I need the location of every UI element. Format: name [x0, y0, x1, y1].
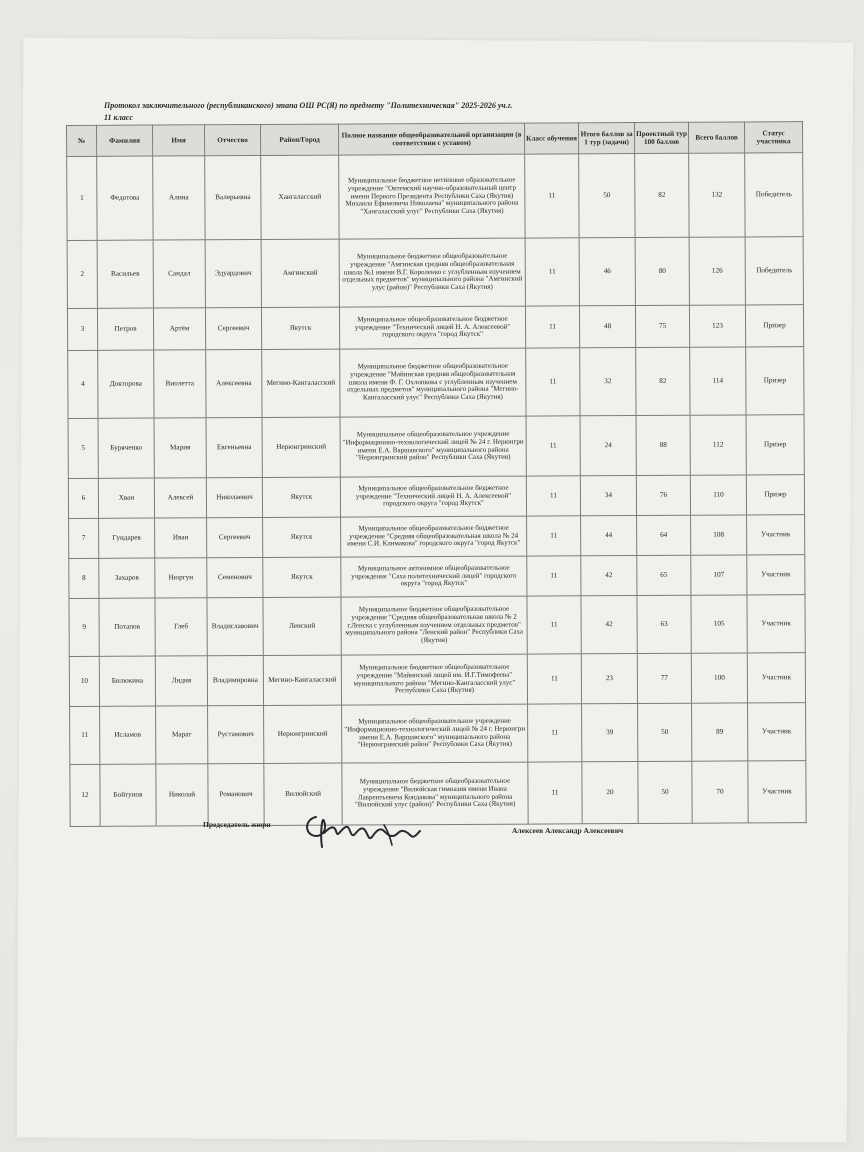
cell-status: Призер [745, 305, 803, 347]
cell-surname: Бойтунов [100, 764, 156, 826]
cell-name: Алина [153, 156, 205, 240]
cell-num: 9 [69, 598, 99, 656]
cell-name: Мария [154, 418, 206, 478]
cell-grade: 11 [527, 516, 581, 556]
cell-project: 50 [638, 761, 692, 823]
cell-org: Муниципальное бюджетное общеобразовательное учреждение "Амгинская средняя общеобразовательная школа №1 имени В.Г. Короленко с углубленным изучением отдельных предметов" муниципального района "Амгинский улус (район)" Республики Саха (Якутия) [339, 238, 525, 307]
cell-org: Муниципальное бюджетное общеобразовательное учреждение "Майинский лицей им. И.Г.Тимофеева" муниципального района "Мегино-Кангаласский улус" Республики Саха (Якутия) [341, 654, 527, 705]
cell-patronymic: Сергеевич [207, 517, 263, 557]
cell-org: Муниципальное общеобразовательное бюджетное учреждение "Технический лицей Н. А. Алексеевой" городского округа "город Якутск" [339, 306, 525, 349]
grade-label: 11 класс [104, 113, 133, 122]
cell-surname: Федотова [97, 156, 153, 240]
cell-surname: Исламов [100, 706, 156, 764]
cell-grade: 11 [525, 154, 579, 238]
cell-num: 12 [70, 764, 100, 826]
header-project: Проектный тур 100 баллов [634, 122, 688, 153]
cell-tour1: 42 [581, 556, 637, 596]
cell-num: 4 [68, 350, 98, 418]
cell-total: 108 [691, 515, 747, 555]
table-row [70, 761, 806, 827]
cell-org: Муниципальное бюджетное общеобразовательное учреждение "Средняя общеобразовательная школа № 2 г.Ленска с углубленным изучением отдельных предметов" муниципального района "Ленский район" Республики Саха (Якутия) [341, 596, 527, 655]
cell-patronymic: Евгеньевна [206, 417, 262, 477]
cell-org: Муниципальное автономное общеобразовательное учреждение "Саха политехнический лицей" городского округа "город Якутск" [341, 556, 527, 597]
results-table [66, 121, 807, 827]
cell-name: Марат [156, 706, 208, 764]
cell-project: 80 [635, 237, 689, 305]
cell-project: 88 [636, 415, 690, 475]
cell-project: 82 [636, 347, 690, 415]
cell-tour1: 20 [582, 762, 638, 824]
cell-org: Муниципальное бюджетное общеобразовательное учреждение "Вилюйская гимназия имени Ивана Лаврентьевича Кондакова" муниципального района "Вилюйский улус (район)" Республики Саха (Якутия) [342, 762, 528, 825]
cell-patronymic: Рустамович [208, 705, 264, 763]
cell-tour1: 23 [581, 654, 637, 704]
cell-name: Лидия [155, 656, 207, 706]
cell-status: Участник [747, 515, 805, 555]
cell-project: 75 [635, 305, 689, 347]
jury-chair-name: Алексеев Александр Алексеевич [512, 826, 624, 835]
cell-name: Виолетта [154, 350, 206, 418]
cell-num: 1 [67, 156, 97, 240]
cell-tour1: 24 [580, 416, 636, 476]
header-surname: Фамилия [97, 125, 153, 156]
cell-total: 110 [690, 475, 746, 515]
cell-grade: 11 [528, 704, 582, 762]
cell-name: Глеб [155, 598, 207, 656]
cell-grade: 11 [525, 306, 579, 348]
cell-total: 132 [689, 153, 745, 237]
cell-district: Якутск [261, 307, 339, 349]
cell-patronymic: Владиславович [207, 597, 263, 655]
cell-district: Якутск [263, 517, 341, 557]
cell-tour1: 42 [581, 596, 637, 654]
cell-org: Муниципальное бюджетное нетиповое образовательное учреждение "Октемский научно-образовательный центр имени Первого Президента Республики Саха (Якутия) Михаила Ефимовича Николаева" муниципального района "Хангаласский улус" Республики Саха (Якутия) [339, 154, 525, 239]
cell-surname: Васильев [97, 240, 153, 308]
cell-patronymic: Сергеевич [205, 307, 261, 349]
cell-district: Нерюнгринский [262, 417, 340, 477]
cell-grade: 11 [527, 556, 581, 596]
cell-district: Хангаласский [261, 155, 339, 239]
cell-district: Нерюнгринский [264, 705, 342, 763]
cell-project: 50 [638, 703, 692, 761]
cell-district: Якутск [262, 477, 340, 517]
cell-grade: 11 [527, 654, 581, 704]
cell-project: 77 [637, 653, 691, 703]
cell-num: 2 [67, 240, 97, 308]
cell-tour1: 50 [579, 154, 635, 238]
table-row [67, 237, 803, 309]
cell-status: Призер [746, 347, 804, 415]
header-org: Полное название общеобразовательной организации (в соответствии с уставом) [338, 123, 524, 155]
cell-num: 7 [69, 518, 99, 558]
cell-grade: 11 [526, 348, 580, 416]
cell-district: Мегино-Кангаласский [263, 655, 341, 705]
cell-tour1: 48 [579, 306, 635, 348]
header-name: Имя [153, 125, 205, 156]
document-title: Протокол заключительного (республиканского) этапа ОШ РС(Я) по предмету "Политехническая" 2025-2026 уч.г. [104, 101, 513, 110]
cell-name: Артём [153, 308, 205, 350]
cell-patronymic: Владимировна [207, 655, 263, 705]
cell-total: 123 [689, 305, 745, 347]
cell-surname: Потапов [99, 598, 155, 656]
cell-status: Призер [746, 415, 804, 475]
cell-status: Участник [747, 595, 805, 653]
cell-status: Участник [747, 555, 805, 595]
cell-surname: Гундарев [99, 518, 155, 558]
cell-total: 126 [689, 237, 745, 305]
cell-num: 3 [67, 308, 97, 350]
cell-name: Алексей [154, 478, 206, 518]
cell-grade: 11 [526, 416, 580, 476]
table-header-row [67, 122, 803, 157]
cell-surname: Петров [97, 308, 153, 350]
cell-surname: Докторова [98, 350, 154, 418]
table-row [67, 305, 803, 351]
cell-name: Николай [156, 764, 208, 826]
cell-total: 114 [690, 347, 746, 415]
cell-surname: Билюкина [99, 656, 155, 706]
cell-district: Амгинский [261, 239, 339, 307]
cell-district: Якутск [263, 557, 341, 597]
cell-org: Муниципальное общеобразовательное бюджетное учреждение "Средняя общеобразовательная школа № 24 имени С.И. Климакова" городского округа "город Якутск" [341, 516, 527, 557]
cell-total: 105 [691, 595, 747, 653]
table-row [68, 475, 804, 519]
cell-grade: 11 [527, 596, 581, 654]
cell-org: Муниципальное общеобразовательное бюджетное учреждение "Технический лицей Н. А. Алексеевой" городского округа "город Якутск" [340, 476, 526, 517]
cell-num: 10 [69, 656, 99, 706]
cell-tour1: 34 [580, 476, 636, 516]
table-row [69, 515, 805, 559]
cell-status: Призер [746, 475, 804, 515]
cell-district: Вилюйский [264, 763, 342, 825]
cell-status: Участник [747, 653, 805, 703]
cell-district: Ленский [263, 597, 341, 655]
table-row [67, 153, 803, 241]
cell-num: 6 [68, 478, 98, 518]
cell-status: Победитель [745, 153, 803, 237]
cell-patronymic: Валерьевна [205, 155, 261, 239]
cell-num: 11 [70, 706, 100, 764]
cell-tour1: 44 [581, 516, 637, 556]
cell-total: 89 [692, 703, 748, 761]
jury-chair-label: Председатель жюри [203, 820, 271, 829]
cell-tour1: 39 [582, 704, 638, 762]
cell-total: 70 [692, 761, 748, 823]
cell-patronymic: Романович [208, 763, 264, 825]
header-total: Всего баллов [688, 122, 744, 153]
cell-grade: 11 [525, 238, 579, 306]
table-row [68, 415, 804, 479]
cell-total: 100 [691, 653, 747, 703]
cell-surname: Захаров [99, 558, 155, 598]
cell-name: Нюргун [155, 558, 207, 598]
cell-grade: 11 [528, 762, 582, 824]
cell-project: 64 [637, 515, 691, 555]
cell-patronymic: Николаевич [206, 477, 262, 517]
signature [298, 805, 438, 855]
cell-grade: 11 [526, 476, 580, 516]
cell-tour1: 46 [579, 238, 635, 306]
header-grade: Класс обучения [524, 123, 578, 154]
cell-name: Сандал [153, 240, 205, 308]
cell-total: 112 [690, 415, 746, 475]
cell-patronymic: Алексеевна [206, 349, 262, 417]
table-row [69, 653, 805, 707]
cell-status: Победитель [745, 237, 803, 305]
cell-num: 8 [69, 558, 99, 598]
header-patronymic: Отчество [205, 124, 261, 155]
table-row [68, 347, 804, 419]
cell-patronymic: Семенович [207, 557, 263, 597]
cell-project: 76 [636, 475, 690, 515]
cell-num: 5 [68, 418, 98, 478]
cell-total: 107 [691, 555, 747, 595]
cell-district: Мегино-Кангаласский [262, 349, 340, 417]
cell-org: Муниципальное бюджетное общеобразовательное учреждение "Майинская средняя общеобразовательная школа имени Ф. Г. Охлопкова с углубленным изучением отдельных предметов" муниципального района "Мегино-Кангаласский улус" Республики Саха (Якутия) [340, 348, 526, 417]
cell-project: 63 [637, 595, 691, 653]
cell-patronymic: Эдуардович [205, 239, 261, 307]
cell-status: Участник [748, 703, 806, 761]
cell-surname: Хван [98, 478, 154, 518]
table-row [69, 555, 805, 599]
cell-project: 65 [637, 555, 691, 595]
cell-name: Иван [155, 518, 207, 558]
cell-org: Муниципальное общеобразовательное учреждение "Информационно-технологический лицей № 24 г. Нерюнгри имени Е.А. Варшавского" муниципального района "Нерюнгринский район" Республики Саха (Якутия) [342, 704, 528, 763]
header-status: Статус участника [744, 122, 802, 153]
header-num: № [67, 125, 97, 156]
cell-project: 82 [635, 153, 689, 237]
table-row [69, 595, 805, 657]
cell-org: Муниципальное общеобразовательное учреждение "Информационно-технологический лицей № 24 г. Нерюнгри имени Е.А. Варшавского" муниципального района "Нерюнгринский район" Республики Саха (Якутия) [340, 416, 526, 477]
table-row [70, 703, 806, 765]
cell-status: Участник [748, 761, 806, 823]
header-district: Район/Город [260, 124, 338, 155]
cell-surname: Буряченко [98, 418, 154, 478]
header-tour1: Итого баллов за 1 тур (задачи) [578, 123, 634, 154]
cell-tour1: 32 [580, 348, 636, 416]
